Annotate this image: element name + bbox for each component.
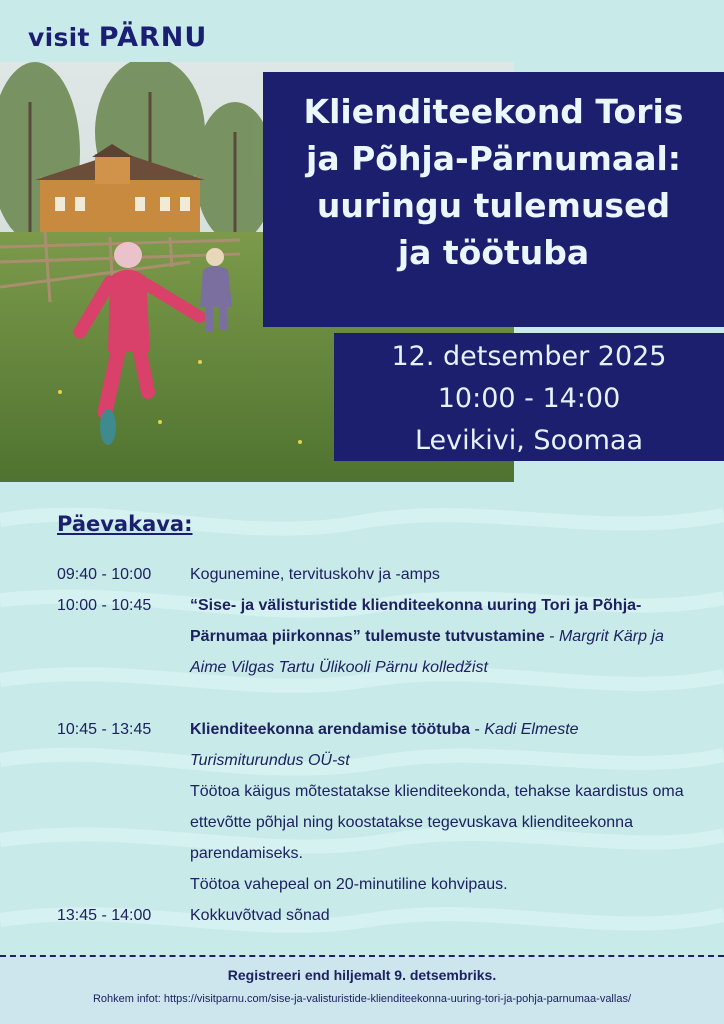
more-info-link[interactable]: Rohkem infot: https://visitparnu.com/sise-ja-valisturistide-klienditeekonna-uuring-tori-ja-pohja-parnumaa-vallas/	[92, 993, 631, 1005]
registration-deadline: Registreeri end hiljemalt 9. detsembriks.	[227, 967, 497, 983]
footer-divider	[0, 955, 724, 957]
event-time: 10:00 - 14:00	[437, 383, 621, 414]
program-item-2-separator: -	[544, 628, 559, 645]
program-item-3-speakers: Kadi Elmeste Turismiturundus OÜ-st	[190, 721, 579, 769]
program-heading: Päevakava:	[57, 512, 193, 536]
program-item-3-title: Klienditeekonna arendamise töötuba	[190, 721, 471, 738]
program-item-2-text	[190, 590, 695, 683]
event-info	[334, 336, 724, 462]
program-item-2-title: “Sise- ja välisturistide klienditeekonna uuring Tori ja Põhja-Pärnumaa piirkonnas” tulemuste tutvustamine	[190, 597, 642, 645]
program-item-4-text: Kokkuvõtvad sõnad	[190, 907, 330, 924]
logo-prefix: visit	[28, 23, 90, 52]
event-title	[263, 88, 724, 276]
program-item-3-note: Töötoa vahepeal on 20-minutiline kohvipaus.	[190, 876, 508, 893]
program-item-4-time: 13:45 - 14:00	[57, 907, 152, 924]
program-item-3-separator: -	[470, 721, 485, 738]
title-line-4: ja töötuba	[397, 233, 590, 272]
program-item-1-time: 09:40 - 10:00	[57, 566, 152, 583]
visit-parnu-logo	[28, 22, 207, 53]
event-place: Levikivi, Soomaa	[414, 425, 643, 456]
program-item-2-speakers: Margrit Kärp ja Aime Vilgas Tartu Ülikooli Pärnu kolledžist	[190, 628, 664, 676]
program-item-3-time: 10:45 - 13:45	[57, 721, 152, 738]
program-item-1-text: Kogunemine, tervituskohv ja -amps	[190, 566, 440, 583]
program-item-3-text	[190, 714, 695, 776]
event-date: 12. detsember 2025	[391, 341, 667, 372]
program-item-3-description: Töötoa käigus mõtestatakse klienditeekonda, tehakse kaardistus oma ettevõtte põhjal ning koostatakse tegevuskava klienditeekonna parendamiseks.	[190, 783, 684, 862]
program-item-2-time: 10:00 - 10:45	[57, 597, 152, 614]
title-line-2: ja Põhja-Pärnumaal:	[306, 139, 681, 178]
footer	[0, 955, 724, 1024]
logo-brand: PÄRNU	[98, 22, 208, 53]
title-line-1: Klienditeekond Toris	[303, 92, 684, 131]
title-line-3: uuringu tulemused	[316, 186, 671, 225]
